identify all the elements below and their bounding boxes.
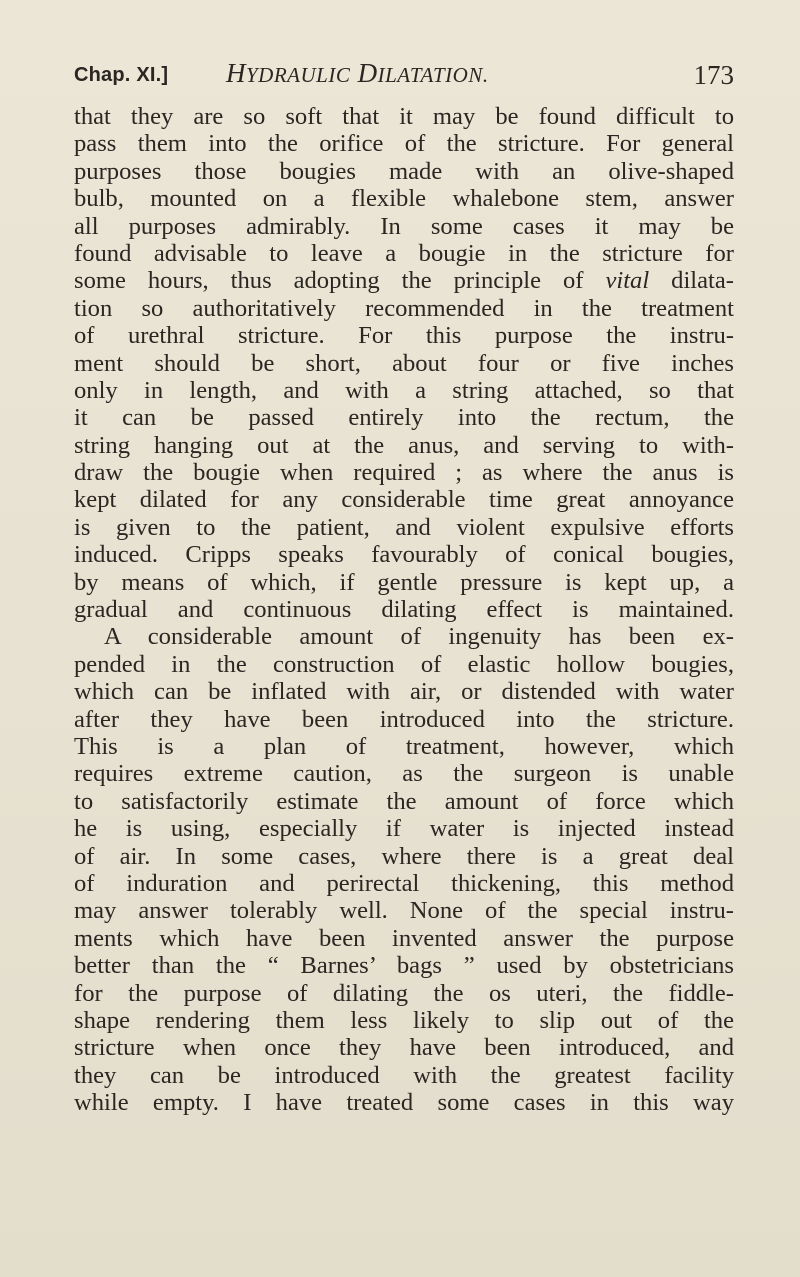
text-line: better than the “ Barnes’ bags ” used by obstetricians [74,952,734,980]
italic-word: vital [605,267,650,295]
text-line: while empty. I have treated some cases in this way [74,1089,734,1117]
text-line: shape rendering them less likely to slip out of the [74,1006,734,1034]
text-line: pass them into the orifice of the stricture. For general [74,130,734,158]
text-line: which can be inflated with air, or distended with water [74,678,734,706]
text-line: of air. In some cases, where there is a great deal [74,842,734,870]
body-text [74,103,734,1116]
text-line: kept dilated for any considerable time great annoyance [74,486,734,514]
text-line: by means of which, if gentle pressure is kept up, a [74,568,734,596]
text-line: they can be introduced with the greatest facility [74,1061,734,1089]
text-line: tion so authoritatively recommended in the treatment [74,294,734,322]
text-line: to satisfactorily estimate the amount of force which [74,787,734,815]
text-line: string hanging out at the anus, and serving to with- [74,431,734,459]
text-line: bulb, mounted on a flexible whalebone stem, answer [74,185,734,213]
text-line: after they have been introduced into the stricture. [74,705,734,733]
text-line: it can be passed entirely into the rectum, the [74,404,734,432]
text-line: draw the bougie when required ; as where the anus is [74,459,734,487]
text-line: for the purpose of dilating the os uteri, the fiddle- [74,979,734,1007]
title-initial-1: H [226,58,246,88]
text-line: all purposes admirably. In some cases it may be [74,212,734,240]
text-line: he is using, especially if water is injected instead [74,815,734,843]
text-line: of urethral stricture. For this purpose the instru- [74,322,734,350]
text-line: ment should be short, about four or five inches [74,349,734,377]
text-line [74,267,734,294]
text-line: is given to the patient, and violent expulsive efforts [74,513,734,541]
text-line: A considerable amount of ingenuity has been ex- [104,623,734,651]
text-line: gradual and continuous dilating effect is maintained. [74,596,734,624]
text-line: requires extreme caution, as the surgeon is unable [74,760,734,788]
text-line: stricture when once they have been introduced, and [74,1034,734,1062]
text-line: of induration and perirectal thickening, this method [74,869,734,897]
chapter-label: Chap. XI.] [74,64,169,86]
text-line: pended in the construction of elastic hollow bougies, [74,650,734,678]
text-line: This is a plan of treatment, however, which [74,732,734,760]
text-line: ments which have been invented answer the purpose [74,924,734,952]
title-rest-2: ILATATION. [377,63,489,87]
running-title [226,58,489,89]
text-line: only in length, and with a string attached, so that [74,376,734,404]
page-number: 173 [693,60,734,90]
text-line: may answer tolerably well. None of the special instru- [74,897,734,925]
text-segment: dilata- [671,267,734,295]
title-rest-1: YDRAULIC [246,63,351,87]
text-line: purposes those bougies made with an olive-shaped [74,157,734,185]
text-line: that they are so soft that it may be found difficult to [74,103,734,130]
running-head [74,58,734,98]
text-line: found advisable to leave a bougie in the stricture for [74,239,734,267]
text-line: induced. Cripps speaks favourably of conical bougies, [74,541,734,569]
text-segment: some hours, thus adopting the principle of [74,267,584,295]
title-initial-2: D [357,58,378,88]
